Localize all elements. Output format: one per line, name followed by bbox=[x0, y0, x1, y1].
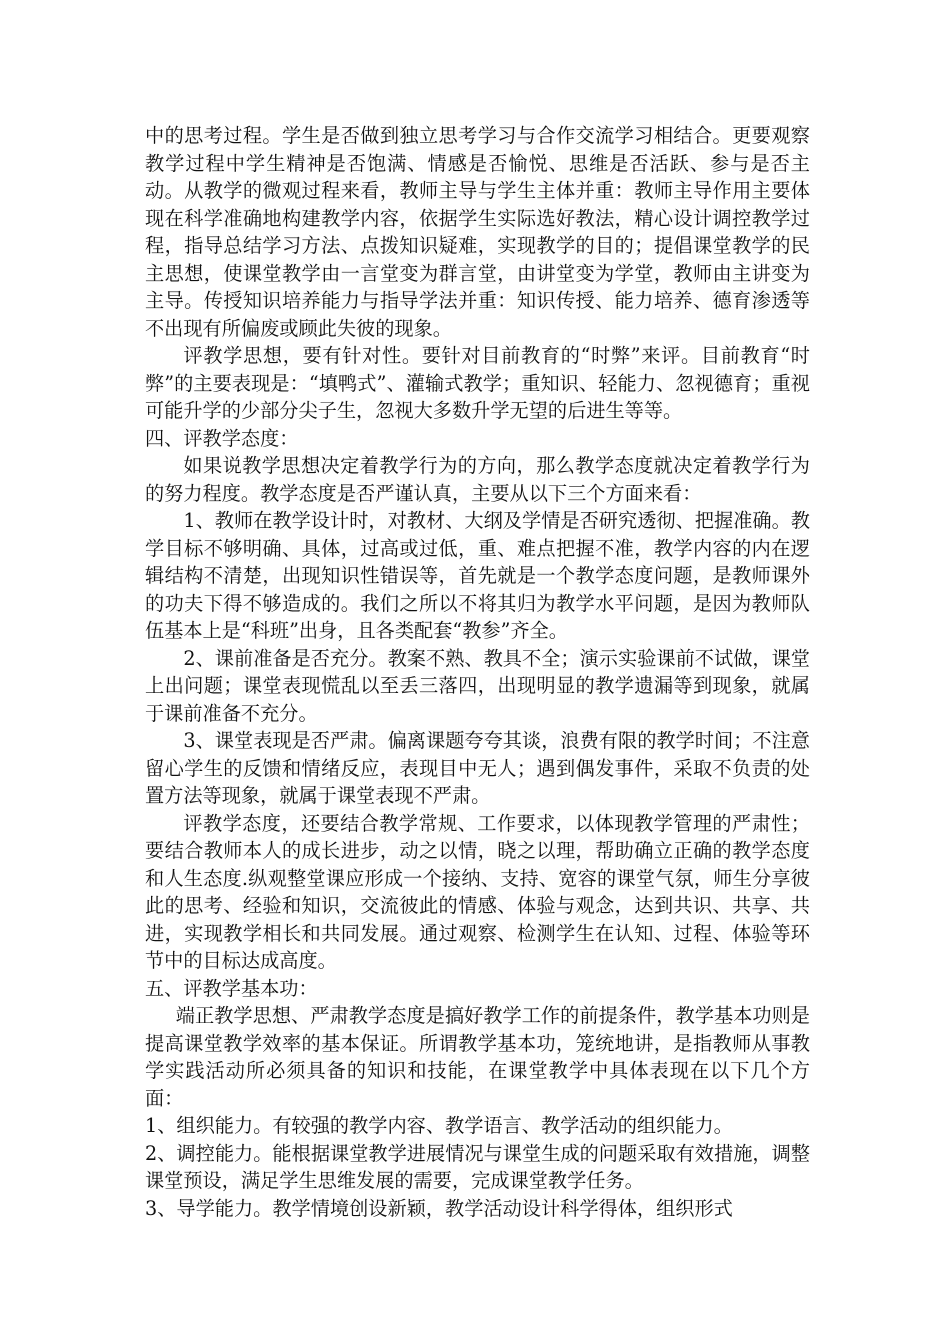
paragraph-attitude-point-1: 1、教师在教学设计时，对教材、大纲及学情是否研究透彻、把握准确。教学目标不够明确、具体，过高或过低，重、难点把握不准，教学内容的内在逻辑结构不清楚，出现知识性错误等，首先就是一个教学态度问题，是教师课外的功夫下得不够造成的。我们之所以不将其归为教学水平问题，是因为教师队伍基本上是“科班”出身，且各类配套“教参”齐全。 bbox=[145, 509, 810, 642]
paragraph-skill-organization: 1、组织能力。有较强的教学内容、教学语言、教学活动的组织能力。 bbox=[145, 1114, 733, 1137]
paragraph-basic-skills-intro: 端正教学思想、严肃教学态度是搞好教学工作的前提条件，教学基本功则是提高课堂教学效率的基本保证。所谓教学基本功，笼统地讲，是指教师从事教学实践活动所必须具备的知识和技能，在课堂教学中具体表现在以下几个方面： bbox=[145, 1004, 810, 1110]
paragraph-skill-control: 2、调控能力。能根据课堂教学进展情况与课堂生成的问题采取有效措施，调整课堂预设，满足学生思维发展的需要，完成课堂教学任务。 bbox=[145, 1141, 810, 1192]
paragraph-attitude-point-2: 2、课前准备是否充分。教案不熟、教具不全；演示实验课前不试做，课堂上出问题；课堂表现慌乱以至丢三落四，出现明显的教学遗漏等到现象，就属于课前准备不充分。 bbox=[145, 646, 810, 725]
paragraph-teaching-thinking-continued: 中的思考过程。学生是否做到独立思考学习与合作交流学习相结合。更要观察教学过程中学生精神是否饱满、情感是否愉悦、思维是否活跃、参与是否主动。从教学的微观过程来看，教师主导与学生主体并重：教师主导作用主要体现在科学准确地构建教学内容，依据学生实际选好教法，精心设计调控教学过程，指导总结学习方法、点拨知识疑难，实现教学的目的；提倡课堂教学的民主思想，使课堂教学由一言堂变为群言堂，由讲堂变为学堂，教师由主讲变为主导。传授知识培养能力与指导学法并重：知识传授、能力培养、德育渗透等不出现有所偏废或顾此失彼的现象。 bbox=[145, 124, 810, 340]
paragraph-attitude-intro: 如果说教学思想决定着教学行为的方向，那么教学态度就决定着教学行为的努力程度。教学态度是否严谨认真，主要从以下三个方面来看： bbox=[145, 454, 810, 505]
section-heading-teaching-attitude: 四、评教学态度： bbox=[145, 426, 299, 450]
paragraph-attitude-evaluation: 评教学态度，还要结合教学常规、工作要求，以体现教学管理的严肃性；要结合教师本人的成长进步，动之以情，晓之以理，帮助确立正确的教学态度和人生态度.纵观整堂课应形成一个接纳、支持、宽容的课堂气氛，师生分享彼此的思考、经验和知识，交流彼此的情感、体验与观念，达到共识、共享、共进，实现教学相长和共同发展。通过观察、检测学生在认知、过程、体验等环节中的目标达成高度。 bbox=[145, 811, 810, 972]
paragraph-attitude-point-3: 3、课堂表现是否严肃。偏离课题夸夸其谈，浪费有限的教学时间；不注意留心学生的反馈和情绪反应，表现目中无人；遇到偶发事件，采取不负责的处置方法等现象，就属于课堂表现不严肃。 bbox=[145, 729, 810, 807]
paragraph-skill-guidance: 3、导学能力。教学情境创设新颖，教学活动设计科学得体，组织形式 bbox=[145, 1196, 733, 1220]
document-body bbox=[145, 122, 810, 1222]
section-heading-basic-skills: 五、评教学基本功： bbox=[145, 976, 318, 1000]
paragraph-teaching-thinking-targeted: 评教学思想，要有针对性。要针对目前教育的“时弊”来评。目前教育“时弊”的主要表现是：“填鸭式”、灌输式教学；重知识、轻能力、忽视德育；重视可能升学的少部分尖子生，忽视大多数升学无望的后进生等等。 bbox=[145, 344, 810, 422]
